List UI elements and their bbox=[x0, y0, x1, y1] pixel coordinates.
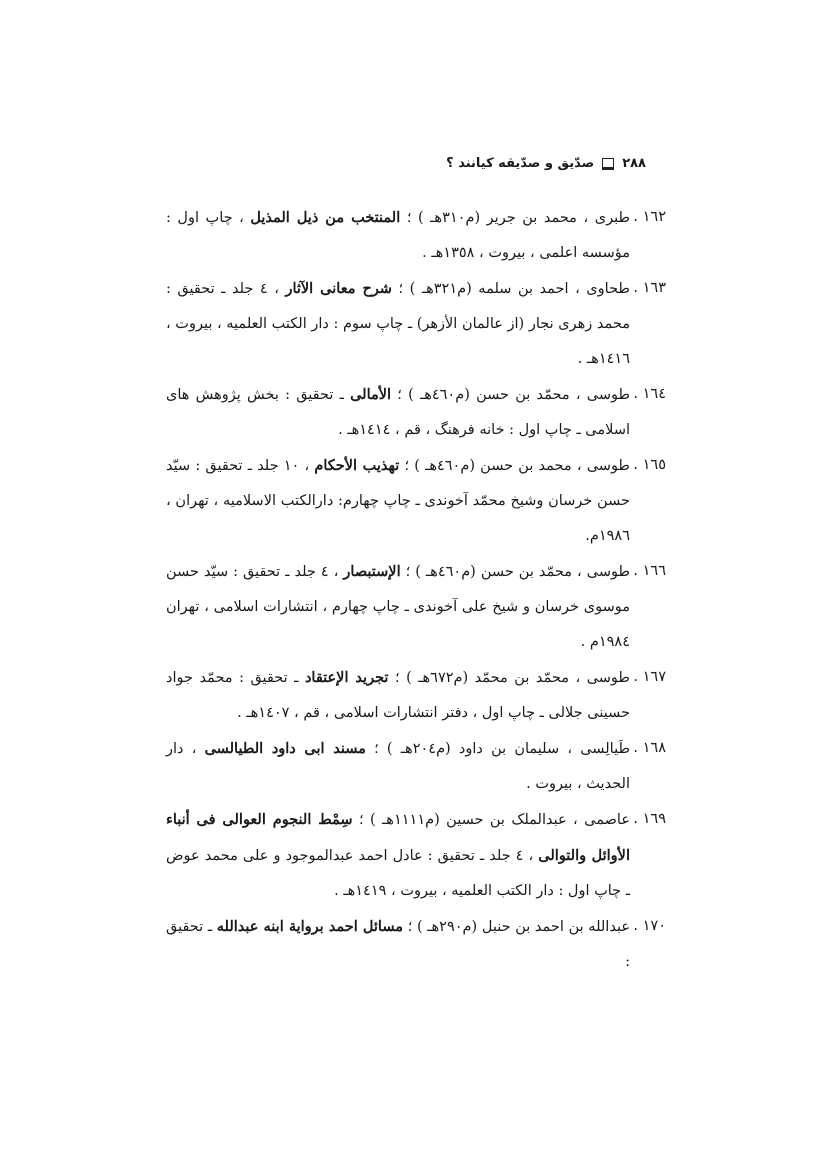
entry-number: ١٦٤ . bbox=[633, 386, 666, 402]
square-bullet-icon bbox=[602, 158, 614, 170]
running-title: صدّیق و صدّیقه کیانند ؟ bbox=[446, 156, 595, 171]
bibliography-entry bbox=[166, 802, 666, 909]
bibliography-entry bbox=[166, 909, 666, 980]
entry-number: ١٧٠ . bbox=[633, 918, 666, 934]
bibliography-entry bbox=[166, 271, 666, 377]
entry-number: ١٦٥ . bbox=[633, 457, 666, 473]
entry-details: ، ٤ جلد ـ تحقیق : سیّد حسن موسوی خرسان و شیخ علی آخوندی ـ چاپ چهارم ، انتشارات اسلامی ، تهران ١٩٨٤م . bbox=[166, 564, 630, 650]
entry-title: الأمالی bbox=[350, 386, 392, 403]
entry-author: طوسی ، محمّد بن حسن (م٤٦٠هـ ) ؛ bbox=[391, 387, 630, 403]
entry-title: تهذیب الأحکام bbox=[314, 457, 400, 474]
entry-number: ١٦٨ . bbox=[633, 740, 666, 756]
entry-details: ، چاپ اول : مؤسسه اعلمی ، بیروت ، ١٣٥٨هـ . bbox=[166, 210, 630, 261]
bibliography-entry bbox=[166, 660, 666, 731]
entry-author: طحاوی ، احمد بن سلمه (م٣٢١هـ ) ؛ bbox=[391, 281, 630, 297]
entry-details: ـ تحقیق : محمّد جواد حسینی جلالی ـ چاپ اول ، دفتر انتشارات اسلامی ، قم ، ١٤٠٧هـ . bbox=[166, 670, 630, 721]
bibliography-list bbox=[166, 200, 666, 980]
entry-number: ١٦٧ . bbox=[633, 669, 666, 685]
bibliography-entry bbox=[166, 731, 666, 802]
entry-author: طوسی ، محمّد بن حسن (م٤٦٠هـ ) ؛ bbox=[400, 564, 630, 580]
entry-details: ـ تحقیق : bbox=[166, 919, 630, 970]
entry-title: مسائل احمد بروایة ابنه عبدالله bbox=[216, 918, 404, 935]
entry-title: سِمْط النجوم العوالی فی أنباء الأوائل والتوالی bbox=[166, 811, 630, 864]
entry-title: شرح معانی الآثار bbox=[285, 280, 392, 297]
entry-details: ، دار الحدیث ، بیروت . bbox=[166, 741, 630, 792]
bibliography-entry bbox=[166, 200, 666, 271]
entry-title: مسند ابی داود الطیالسی bbox=[204, 740, 366, 757]
entry-number: ١٦٦ . bbox=[633, 563, 666, 579]
entry-details: ، ١٠ جلد ـ تحقیق : سیّد حسن خرسان وشیخ محمّد آخوندی ـ چاپ چهارم: دارالکتب الاسلامیه ، تهران ، ١٩٨٦م. bbox=[166, 458, 630, 544]
page-number: ۲۸۸ bbox=[622, 156, 646, 171]
bibliography-entry bbox=[166, 554, 666, 660]
entry-number: ١٦٣ . bbox=[633, 280, 666, 296]
entry-details: ، ٤ جلد ـ تحقیق : محمد زهری نجار (از عالمان الأزهر) ـ چاپ سوم : دار الکتب العلمیه ، بیروت ، ١٤١٦هـ . bbox=[166, 281, 630, 367]
entry-title: المنتخب من ذیل المذیل bbox=[250, 209, 401, 226]
entry-title: تجرید الإعتقاد bbox=[304, 669, 389, 686]
entry-title: الإستبصار bbox=[343, 563, 401, 580]
entry-number: ١٦٩ . bbox=[633, 811, 666, 827]
entry-author: طبری ، محمد بن جریر (م٣١٠هـ ) ؛ bbox=[400, 210, 630, 226]
entry-author: عبدالله بن احمد بن حنبل (م٢٩٠هـ ) ؛ bbox=[403, 919, 630, 935]
entry-author: طَیالِسی ، سلیمان بن داود (م٢٠٤هـ ) ؛ bbox=[365, 741, 630, 757]
entry-author: طوسی ، محمد بن حسن (م٤٦٠هـ ) ؛ bbox=[399, 458, 630, 474]
entry-details: ـ تحقیق : بخش پژوهش های اسلامی ـ چاپ اول : خانه فرهنگ ، قم ، ١٤١٤هـ . bbox=[166, 387, 630, 438]
running-header bbox=[446, 156, 646, 171]
entry-details: ، ٤ جلد ـ تحقیق : عادل احمد عبدالموجود و علی محمد عوض ـ چاپ اول : دار الکتب العلمیه ، بیروت ، ١٤١٩هـ . bbox=[166, 848, 630, 899]
bibliography-entry bbox=[166, 377, 666, 448]
entry-number: ١٦٢ . bbox=[633, 209, 666, 225]
bibliography-entry bbox=[166, 448, 666, 554]
entry-author: عاصمی ، عبدالملک بن حسین (م١١١١هـ ) ؛ bbox=[352, 812, 630, 828]
entry-author: طوسی ، محمّد بن محمّد (م٦٧٢هـ ) ؛ bbox=[388, 670, 630, 686]
